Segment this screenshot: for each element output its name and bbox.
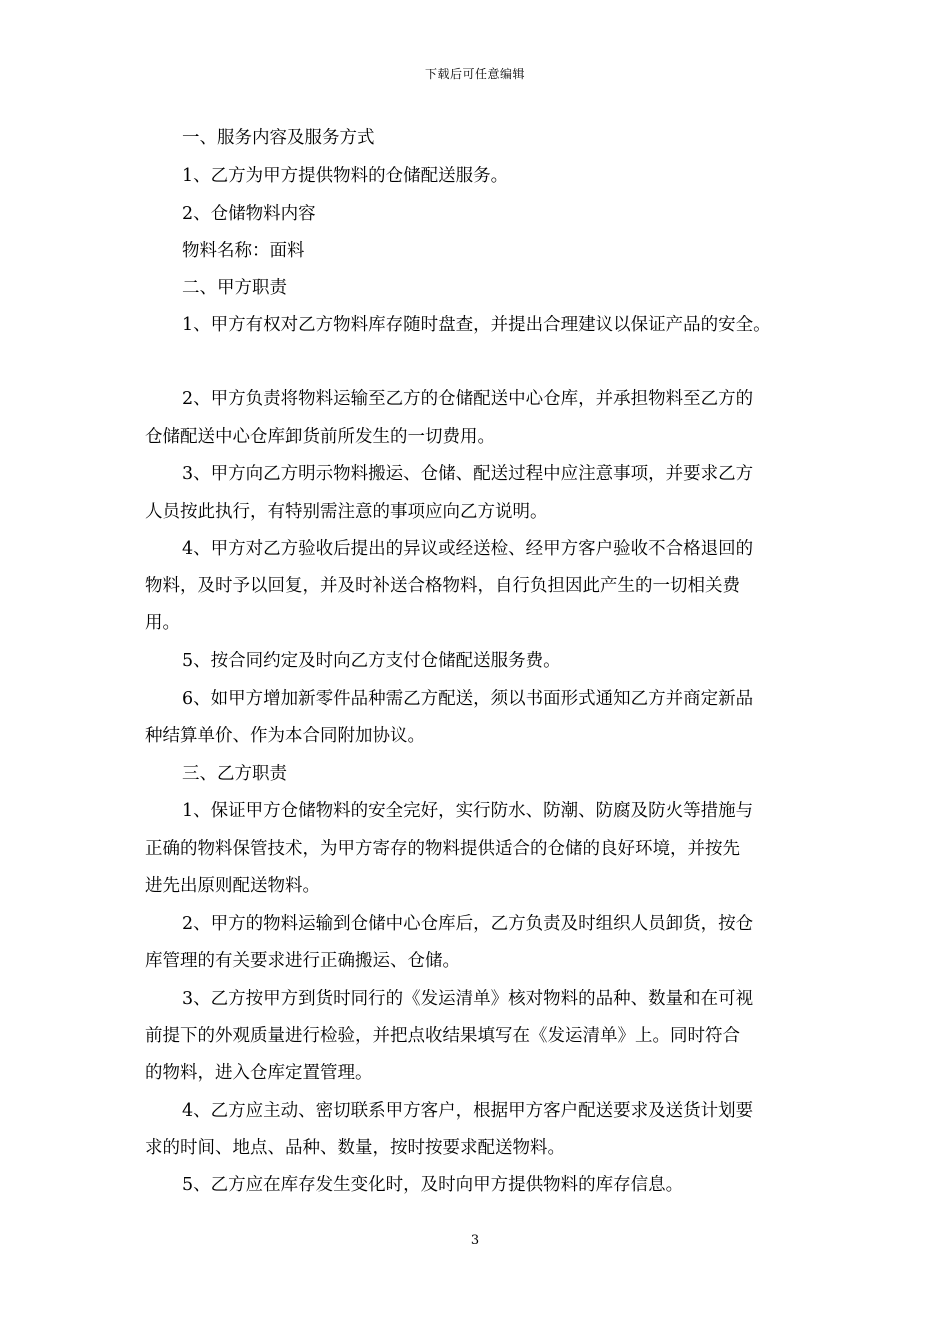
paragraph-line: 进先出原则配送物料。: [145, 876, 320, 896]
paragraph-line: 1、保证甲方仓储物料的安全完好，实行防水、防潮、防腐及防火等措施与: [182, 801, 754, 821]
paragraph-line: 1、乙方为甲方提供物料的仓储配送服务。: [182, 166, 509, 186]
paragraph-line: 2、甲方负责将物料运输至乙方的仓储配送中心仓库，并承担物料至乙方的: [182, 389, 754, 409]
paragraph-line: 人员按此执行，有特别需注意的事项应向乙方说明。: [145, 502, 548, 522]
paragraph-line: 2、甲方的物料运输到仓储中心仓库后，乙方负责及时组织人员卸货，按仓: [182, 914, 754, 934]
paragraph-line: 3、甲方向乙方明示物料搬运、仓储、配送过程中应注意事项，并要求乙方: [182, 464, 754, 484]
section-heading-party-b: 三、乙方职责: [182, 764, 287, 784]
paragraph-line: 库管理的有关要求进行正确搬运、仓储。: [145, 951, 460, 971]
page-number: 3: [470, 1233, 480, 1248]
paragraph-line: 1、甲方有权对乙方物料库存随时盘查，并提出合理建议以保证产品的安全。: [182, 315, 771, 335]
paragraph-line: 仓储配送中心仓库卸货前所发生的一切费用。: [145, 427, 495, 447]
section-heading-service: 一、服务内容及服务方式: [182, 128, 375, 148]
paragraph-line: 2、仓储物料内容: [182, 204, 316, 224]
paragraph-line: 3、乙方按甲方到货时同行的《发运清单》核对物料的品种、数量和在可视: [182, 989, 754, 1009]
paragraph-line: 用。: [145, 613, 180, 633]
paragraph-line: 5、按合同约定及时向乙方支付仓储配送服务费。: [182, 651, 561, 671]
paragraph-line: 5、乙方应在库存发生变化时，及时向甲方提供物料的库存信息。: [182, 1175, 684, 1195]
paragraph-line: 求的时间、地点、品种、数量，按时按要求配送物料。: [145, 1138, 565, 1158]
paragraph-line: 6、如甲方增加新零件品种需乙方配送，须以书面形式通知乙方并商定新品: [182, 689, 754, 709]
paragraph-line: 4、乙方应主动、密切联系甲方客户，根据甲方客户配送要求及送货计划要: [182, 1101, 754, 1121]
paragraph-line: 前提下的外观质量进行检验，并把点收结果填写在《发运清单》上。同时符合: [145, 1026, 740, 1046]
paragraph-line: 种结算单价、作为本合同附加协议。: [145, 726, 425, 746]
paragraph-line: 物料，及时予以回复，并及时补送合格物料，自行负担因此产生的一切相关费: [145, 576, 740, 596]
paragraph-line: 4、甲方对乙方验收后提出的异议或经送检、经甲方客户验收不合格退回的: [182, 539, 754, 559]
header-note: 下载后可任意编辑: [424, 67, 525, 81]
section-heading-party-a: 二、甲方职责: [182, 278, 287, 298]
paragraph-line: 正确的物料保管技术，为甲方寄存的物料提供适合的仓储的良好环境，并按先: [145, 839, 740, 859]
paragraph-line: 的物料，进入仓库定置管理。: [145, 1063, 373, 1083]
paragraph-line: 物料名称：面料: [182, 241, 305, 261]
